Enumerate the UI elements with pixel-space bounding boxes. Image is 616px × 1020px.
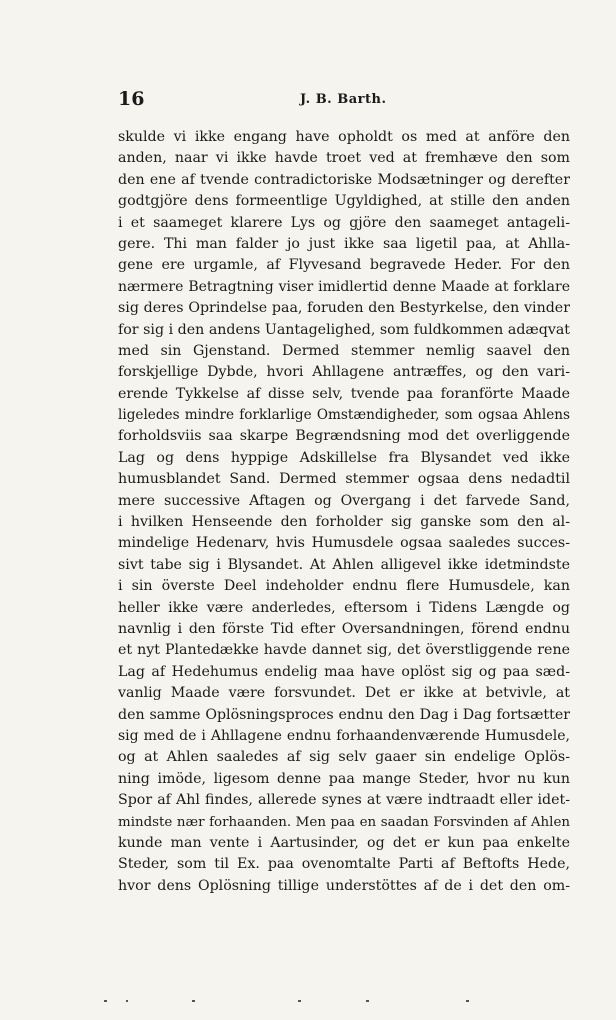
text-line: sivt tabe sig i Blysandet. At Ahlen alligevel ikke idetmindste xyxy=(118,556,570,573)
text-line: skulde vi ikke engang have opholdt os med at anföre den xyxy=(118,129,570,145)
text-line: sig deres Oprindelse paa, foruden den Bestyrkelse, den vinder xyxy=(118,300,570,317)
text-line: Steder, som til Ex. paa ovenomtalte Parti af Beftofts Hede, xyxy=(118,856,570,873)
text-line: Spor af Ahl findes, allerede synes at være indtraadt eller idet- xyxy=(118,792,570,809)
text-line: forholdsviis saa skarpe Begrændsning mod det overliggende xyxy=(118,428,570,445)
text-line: den ene af tvende contradictoriske Modsætninger og derefter xyxy=(118,171,570,188)
text-line: i et saameget klarere Lys og gjöre den saameget antageli- xyxy=(118,214,570,231)
text-line: med sin Gjenstand. Dermed stemmer nemlig saavel den xyxy=(118,342,570,359)
body-text xyxy=(118,127,570,897)
print-speck xyxy=(298,1000,301,1002)
print-speck xyxy=(126,1000,128,1002)
text-line: forskjellige Dybde, hvori Ahllagene antræffes, og den vari- xyxy=(118,364,570,381)
text-line: Lag af Hedehumus endelig maa have oplöst sig og paa sæd- xyxy=(118,663,570,680)
text-line: kunde man vente i Aartusinder, og det er kun paa enkelte xyxy=(118,834,570,851)
print-speck xyxy=(366,1000,369,1002)
text-line: sig med de i Ahllagene endnu forhaandenværende Humusdele, xyxy=(118,727,570,744)
text-line: vanlig Maade være forsvundet. Det er ikke at betvivle, at xyxy=(118,685,570,702)
text-line: heller ikke være anderledes, eftersom i Tidens Længde og xyxy=(118,599,570,616)
text-line: i hvilken Henseende den forholder sig ganske som den al- xyxy=(118,514,570,531)
text-line: nærmere Betragtning viser imidlertid denne Maade at forklare xyxy=(118,278,570,295)
text-line: anden, naar vi ikke havde troet ved at fremhæve den som xyxy=(118,150,570,167)
running-head: J. B. Barth. xyxy=(300,92,387,107)
text-line: for sig i den andens Uantagelighed, som fuldkommen adæqvat xyxy=(118,321,570,338)
print-speck xyxy=(104,1000,107,1002)
text-line: hvor dens Oplösning tillige understöttes af de i det den om- xyxy=(118,877,570,894)
text-line: mindste nær forhaanden. Men paa en saadan Forsvinden af Ahlen xyxy=(118,814,570,830)
text-line: i sin överste Deel indeholder endnu flere Humusdele, kan xyxy=(118,578,570,595)
text-line: et nyt Plantedække havde dannet sig, det överstliggende rene xyxy=(118,642,570,659)
text-line: mere successive Aftagen og Overgang i det farvede Sand, xyxy=(118,492,570,509)
text-line: gere. Thi man falder jo just ikke saa ligetil paa, at Ahlla- xyxy=(118,235,570,252)
page-header xyxy=(0,88,616,116)
text-line: navnlig i den förste Tid efter Oversandningen, förend endnu xyxy=(118,620,570,637)
text-line: Lag og dens hyppige Adskillelse fra Blysandet ved ikke xyxy=(118,449,570,466)
text-line: gene ere urgamle, af Flyvesand begravede Heder. For den xyxy=(118,257,570,274)
text-line: godtgjöre dens formeentlige Ugyldighed, at stille den anden xyxy=(118,193,570,210)
page-number: 16 xyxy=(118,88,145,110)
print-speck xyxy=(466,1000,469,1002)
text-line: erende Tykkelse af disse selv, tvende paa foranförte Maade xyxy=(118,385,570,402)
text-line: den samme Oplösningsproces endnu den Dag i Dag fortsætter xyxy=(118,706,570,723)
text-line: humusblandet Sand. Dermed stemmer ogsaa dens nedadtil xyxy=(118,471,570,488)
text-line: ligeledes mindre forklarlige Omstændigheder, som ogsaa Ahlens xyxy=(118,407,570,424)
text-line: mindelige Hedenarv, hvis Humusdele ogsaa saaledes succes- xyxy=(118,535,570,552)
text-line: ning imöde, ligesom denne paa mange Steder, hvor nu kun xyxy=(118,770,570,787)
text-line: og at Ahlen saaledes af sig selv gaaer sin endelige Oplös- xyxy=(118,749,570,766)
print-speck xyxy=(192,1000,195,1002)
